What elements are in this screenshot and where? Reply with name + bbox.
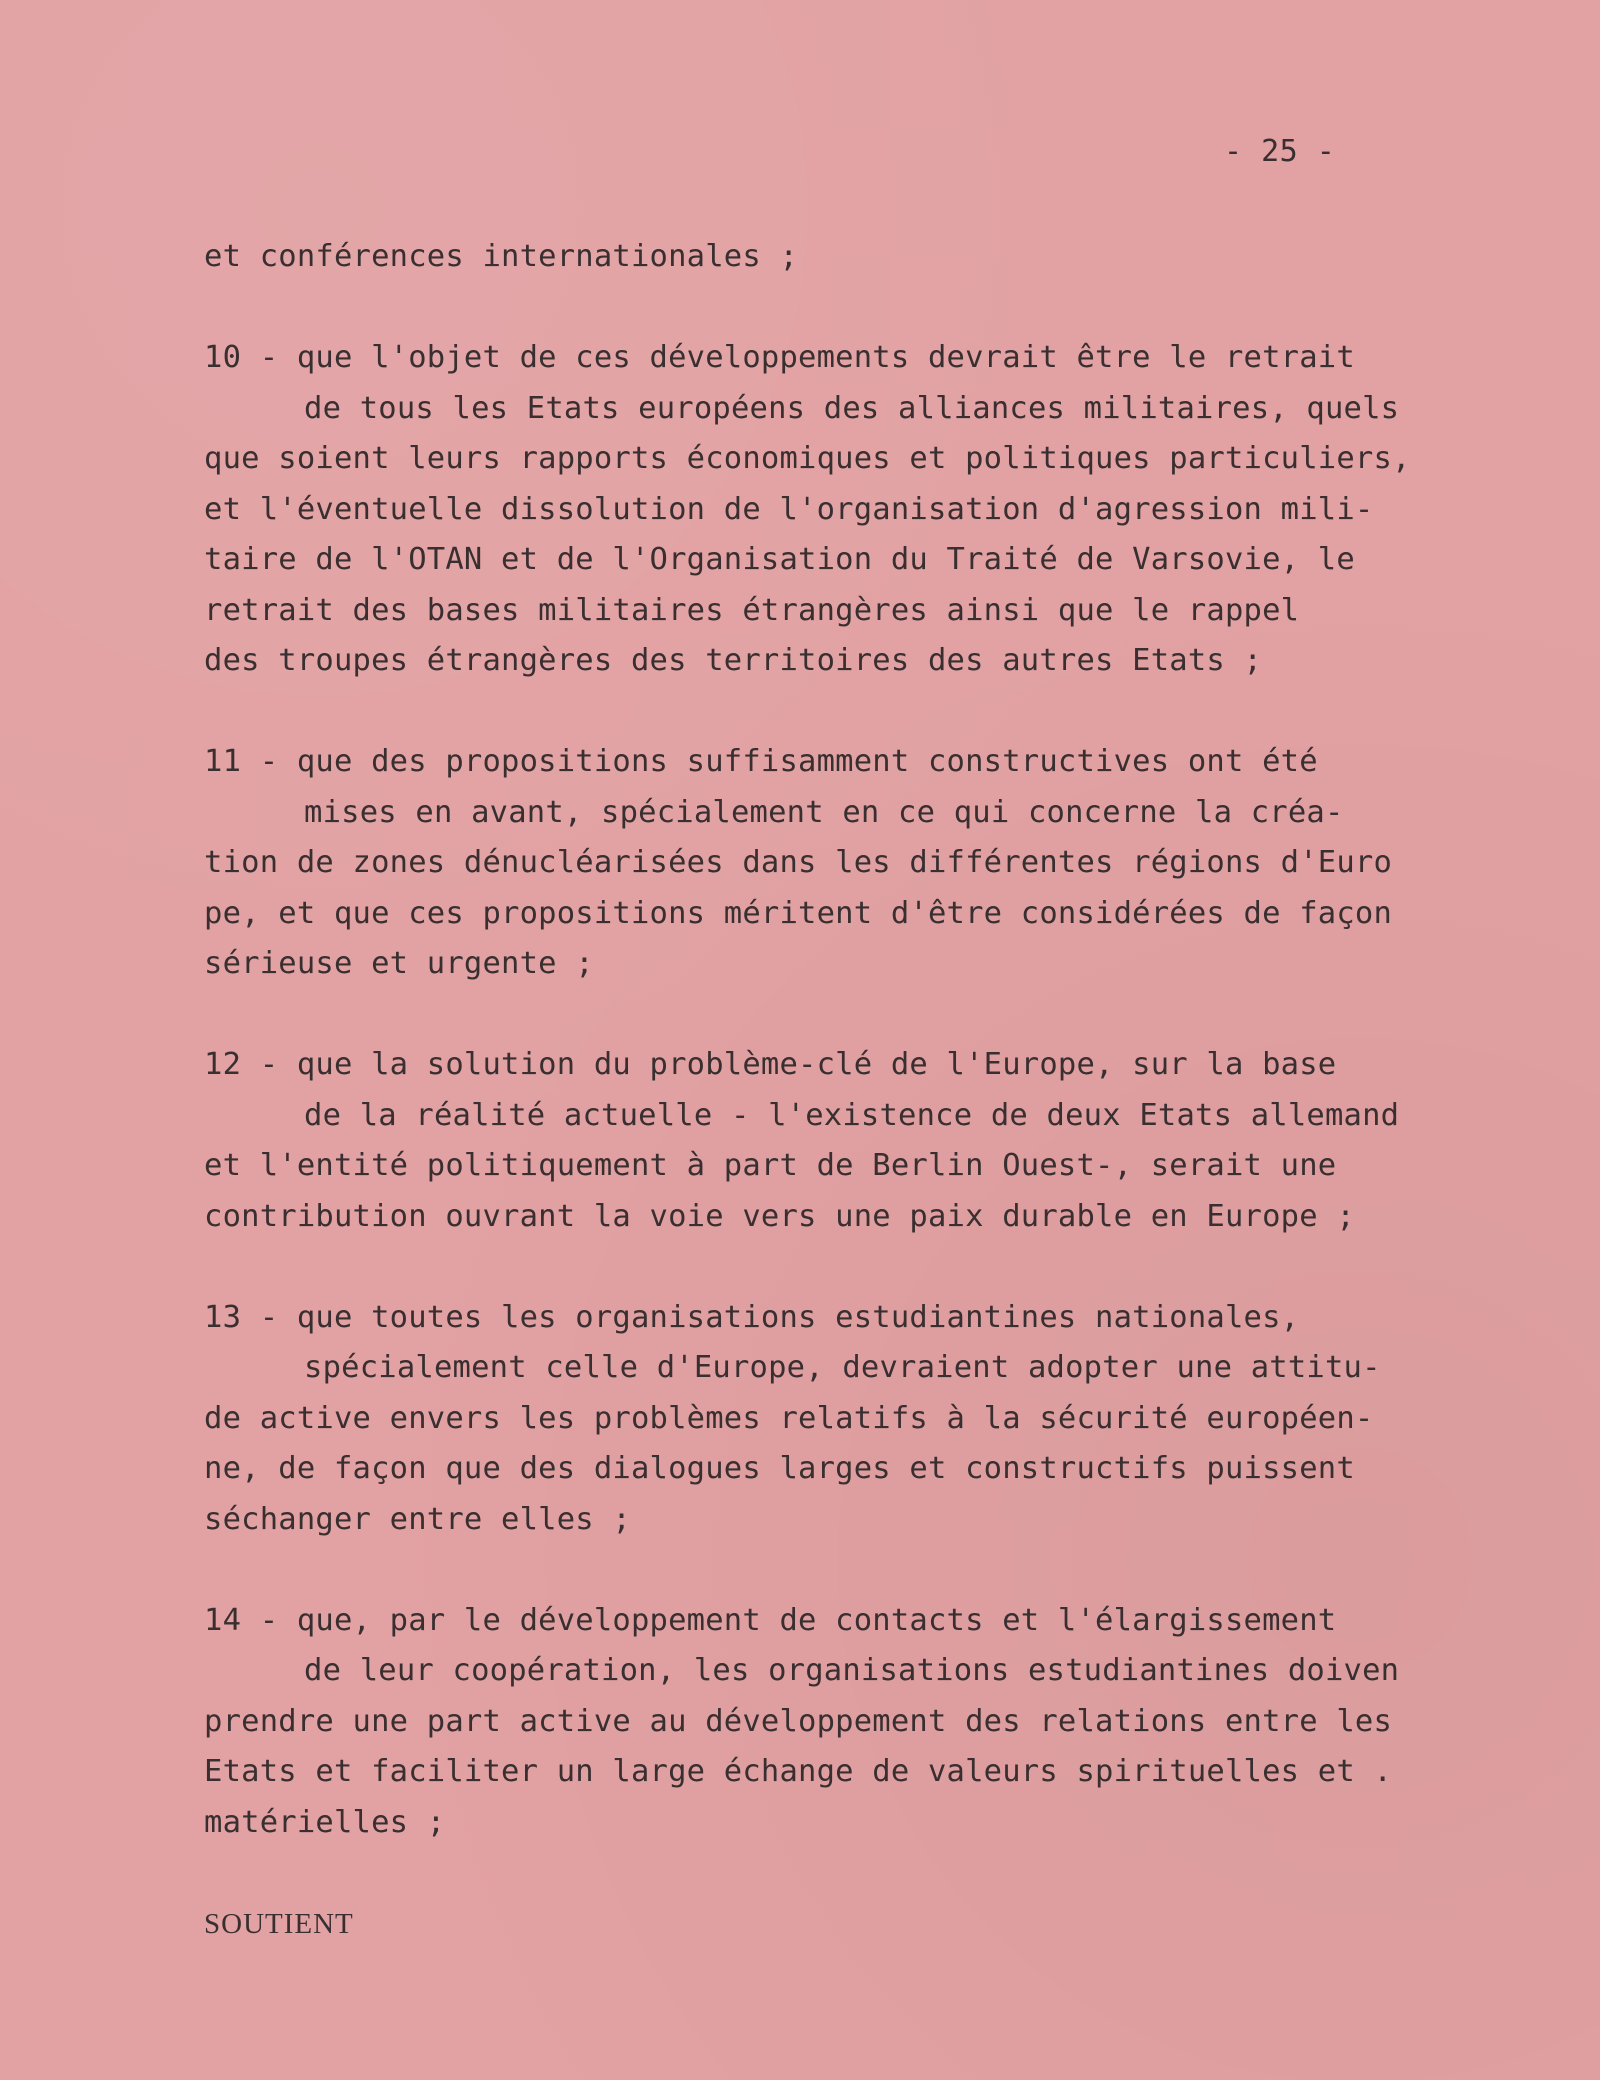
paragraph-line: Etats et faciliter un large échange de valeurs spirituelles et . [204, 1754, 1393, 1789]
paragraph-line: de leur coopération, les organisations estudiantines doiven [304, 1653, 1400, 1688]
paragraph-line: de tous les Etats européens des alliances militaires, quels [304, 390, 1400, 426]
paragraph-gap [204, 1242, 1504, 1293]
paragraph-line: 13 - que toutes les organisations estudiantines nationales, [204, 1299, 1300, 1335]
paragraph-gap [204, 283, 1504, 334]
paragraph-line: 11 - que des propositions suffisamment constructives ont été [204, 744, 1318, 779]
paragraph-line: matérielles ; [204, 1804, 446, 1840]
paragraph-line: taire de l'OTAN et de l'Organisation du Traité de Varsovie, le [204, 542, 1355, 577]
paragraph-line: des troupes étrangères des territoires des autres Etats ; [204, 643, 1263, 678]
document-body [204, 232, 1504, 1949]
paragraph-line: sérieuse et urgente ; [204, 946, 594, 981]
paragraph-line: ne, de façon que des dialogues larges et constructifs puissent [204, 1451, 1355, 1486]
paragraph-14 [204, 1596, 1504, 1849]
paragraph-gap [204, 687, 1504, 738]
paragraph-gap [204, 1545, 1504, 1596]
paragraph-line: mises en avant, spécialement en ce qui concerne la créa- [304, 794, 1344, 830]
intro-line: et conférences internationales ; [204, 239, 799, 274]
paragraph-line: de active envers les problèmes relatifs à la sécurité européen- [204, 1400, 1374, 1436]
paragraph-line: tion de zones dénucléarisées dans les différentes régions d'Euro [204, 845, 1393, 880]
paragraph-line: 10 - que l'objet de ces développements devrait être le retrait [204, 340, 1355, 375]
paragraph-line: et l'éventuelle dissolution de l'organisation d'agression mili- [204, 491, 1374, 527]
paragraph-line: 12 - que la solution du problème-clé de l'Europe, sur la base [204, 1047, 1337, 1082]
paragraph-line: spécialement celle d'Europe, devraient adopter une attitu- [304, 1350, 1381, 1385]
page-number: - 25 - [1224, 134, 1336, 169]
paragraph-line: 14 - que, par le développement de contacts et l'élargissement [204, 1602, 1337, 1638]
paragraph-line: retrait des bases militaires étrangères ainsi que le rappel [204, 592, 1300, 628]
paragraph-line: que soient leurs rapports économiques et politiques particuliers, [204, 441, 1411, 476]
paragraph-line: de la réalité actuelle - l'existence de deux Etats allemand [304, 1097, 1400, 1133]
paragraph-gap [204, 990, 1504, 1041]
paragraph-line: prendre une part active au développement des relations entre les [204, 1703, 1393, 1739]
paragraph-line: et l'entité politiquement à part de Berlin Ouest-, serait une [204, 1148, 1337, 1183]
closing-heading: SOUTIENT [204, 1907, 354, 1940]
paragraph-13 [204, 1293, 1504, 1546]
paragraph-line: pe, et que ces propositions méritent d'être considérées de façon [204, 895, 1393, 931]
paragraph-gap [204, 1848, 1504, 1899]
paragraph-10 [204, 333, 1504, 687]
paragraph-11 [204, 737, 1504, 990]
paragraph-12 [204, 1040, 1504, 1242]
paragraph-line: séchanger entre elles ; [204, 1501, 631, 1537]
paragraph-line: contribution ouvrant la voie vers une paix durable en Europe ; [204, 1198, 1355, 1234]
